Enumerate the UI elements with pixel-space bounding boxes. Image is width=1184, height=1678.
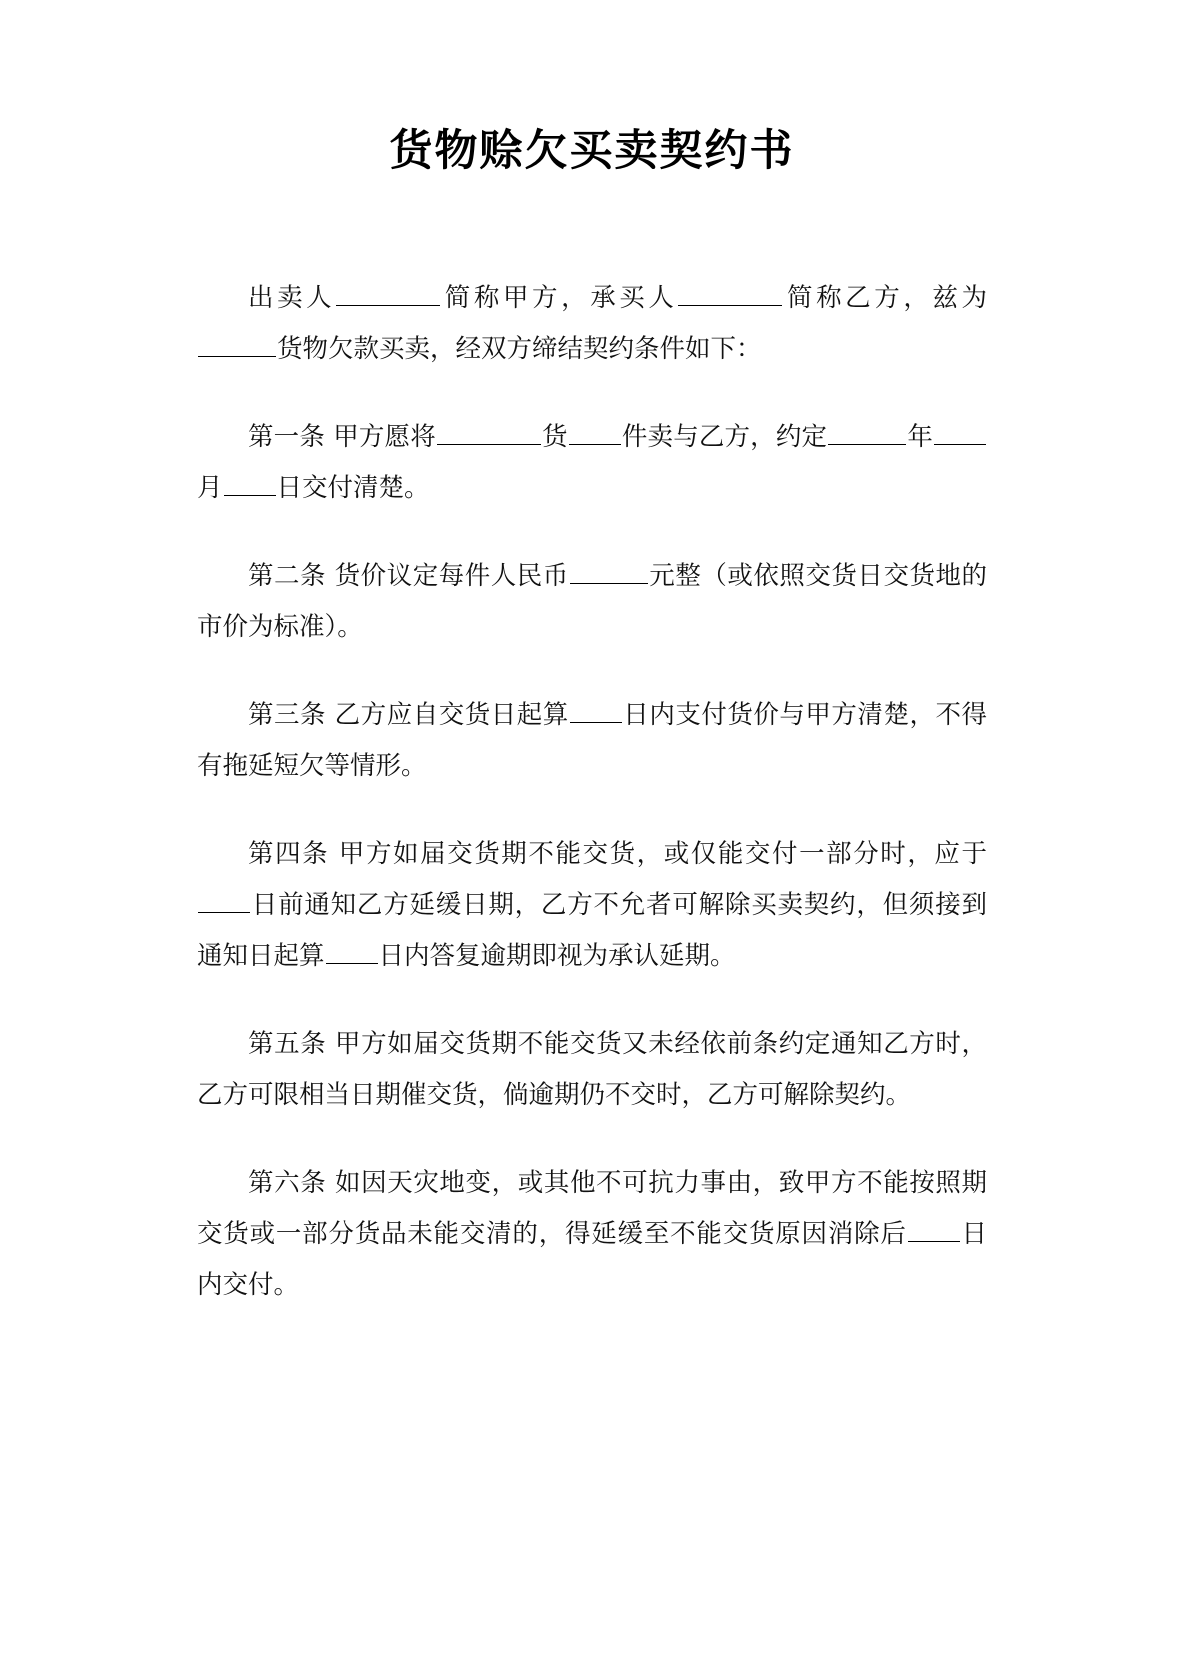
fill-in-blank[interactable]: [569, 417, 621, 445]
fill-in-blank[interactable]: [570, 556, 648, 584]
fill-in-blank[interactable]: [198, 329, 276, 357]
fill-in-blank[interactable]: [224, 468, 276, 496]
fill-in-blank[interactable]: [570, 695, 622, 723]
text-run: 年: [907, 421, 933, 452]
clause-one-paragraph: [197, 412, 987, 514]
clause-two-paragraph: [197, 551, 987, 653]
text-run: 日内交付。: [197, 1218, 987, 1300]
text-run: 第三条 乙方应自交货日起算: [248, 699, 569, 730]
document-body: [197, 178, 987, 1311]
clause-five-paragraph: [197, 1019, 987, 1121]
text-run: 货: [541, 421, 568, 452]
page-title: 货物赊欠买卖契约书: [389, 126, 795, 176]
clause-six-paragraph: [197, 1158, 987, 1311]
text-run: 第四条 甲方如届交货期不能交货，或仅能交付一部分时，应于: [248, 838, 987, 869]
text-run: 日前通知乙方延缓日期，乙方不允者可解除买卖契约，但须接到通知日起算: [197, 889, 987, 971]
text-run: 日内支付货价与甲方清楚，不得有拖延短欠等情形。: [197, 699, 987, 781]
fill-in-blank[interactable]: [326, 936, 378, 964]
text-run: 第六条 如因天灾地变，或其他不可抗力事由，致甲方不能按照期交货或一部分货品未能交清的，得延缓至不能交货原因消除后: [197, 1167, 987, 1249]
text-run: 出卖人: [248, 282, 336, 313]
text-run: 元整（或依照交货日交货地的市价为标准）。: [197, 560, 987, 642]
text-run: 简称乙方，兹为: [783, 282, 987, 313]
clause-four-paragraph: [197, 829, 987, 982]
preamble-paragraph: [197, 273, 987, 375]
fill-in-blank[interactable]: [934, 417, 986, 445]
fill-in-blank[interactable]: [678, 278, 782, 306]
text-run: 日内答复逾期即视为承认延期。: [378, 940, 736, 971]
fill-in-blank[interactable]: [828, 417, 906, 445]
text-run: 第一条 甲方愿将: [248, 421, 436, 452]
text-run: 简称甲方，承买人: [441, 282, 678, 313]
text-run: 月: [197, 472, 223, 503]
fill-in-blank[interactable]: [908, 1214, 960, 1242]
fill-in-blank[interactable]: [336, 278, 440, 306]
text-run: 货物欠款买卖，经双方缔结契约条件如下：: [277, 333, 762, 364]
text-run: 日交付清楚。: [276, 472, 430, 503]
fill-in-blank[interactable]: [198, 885, 250, 913]
text-run: 第二条 货价议定每件人民币: [248, 560, 569, 591]
text-run: 第五条 甲方如届交货期不能交货又未经依前条约定通知乙方时，乙方可限相当日期催交货，倘逾期仍不交时，乙方可解除契约。: [197, 1028, 987, 1110]
text-run: 件卖与乙方，约定: [621, 421, 828, 452]
fill-in-blank[interactable]: [437, 417, 541, 445]
clause-three-paragraph: [197, 690, 987, 792]
